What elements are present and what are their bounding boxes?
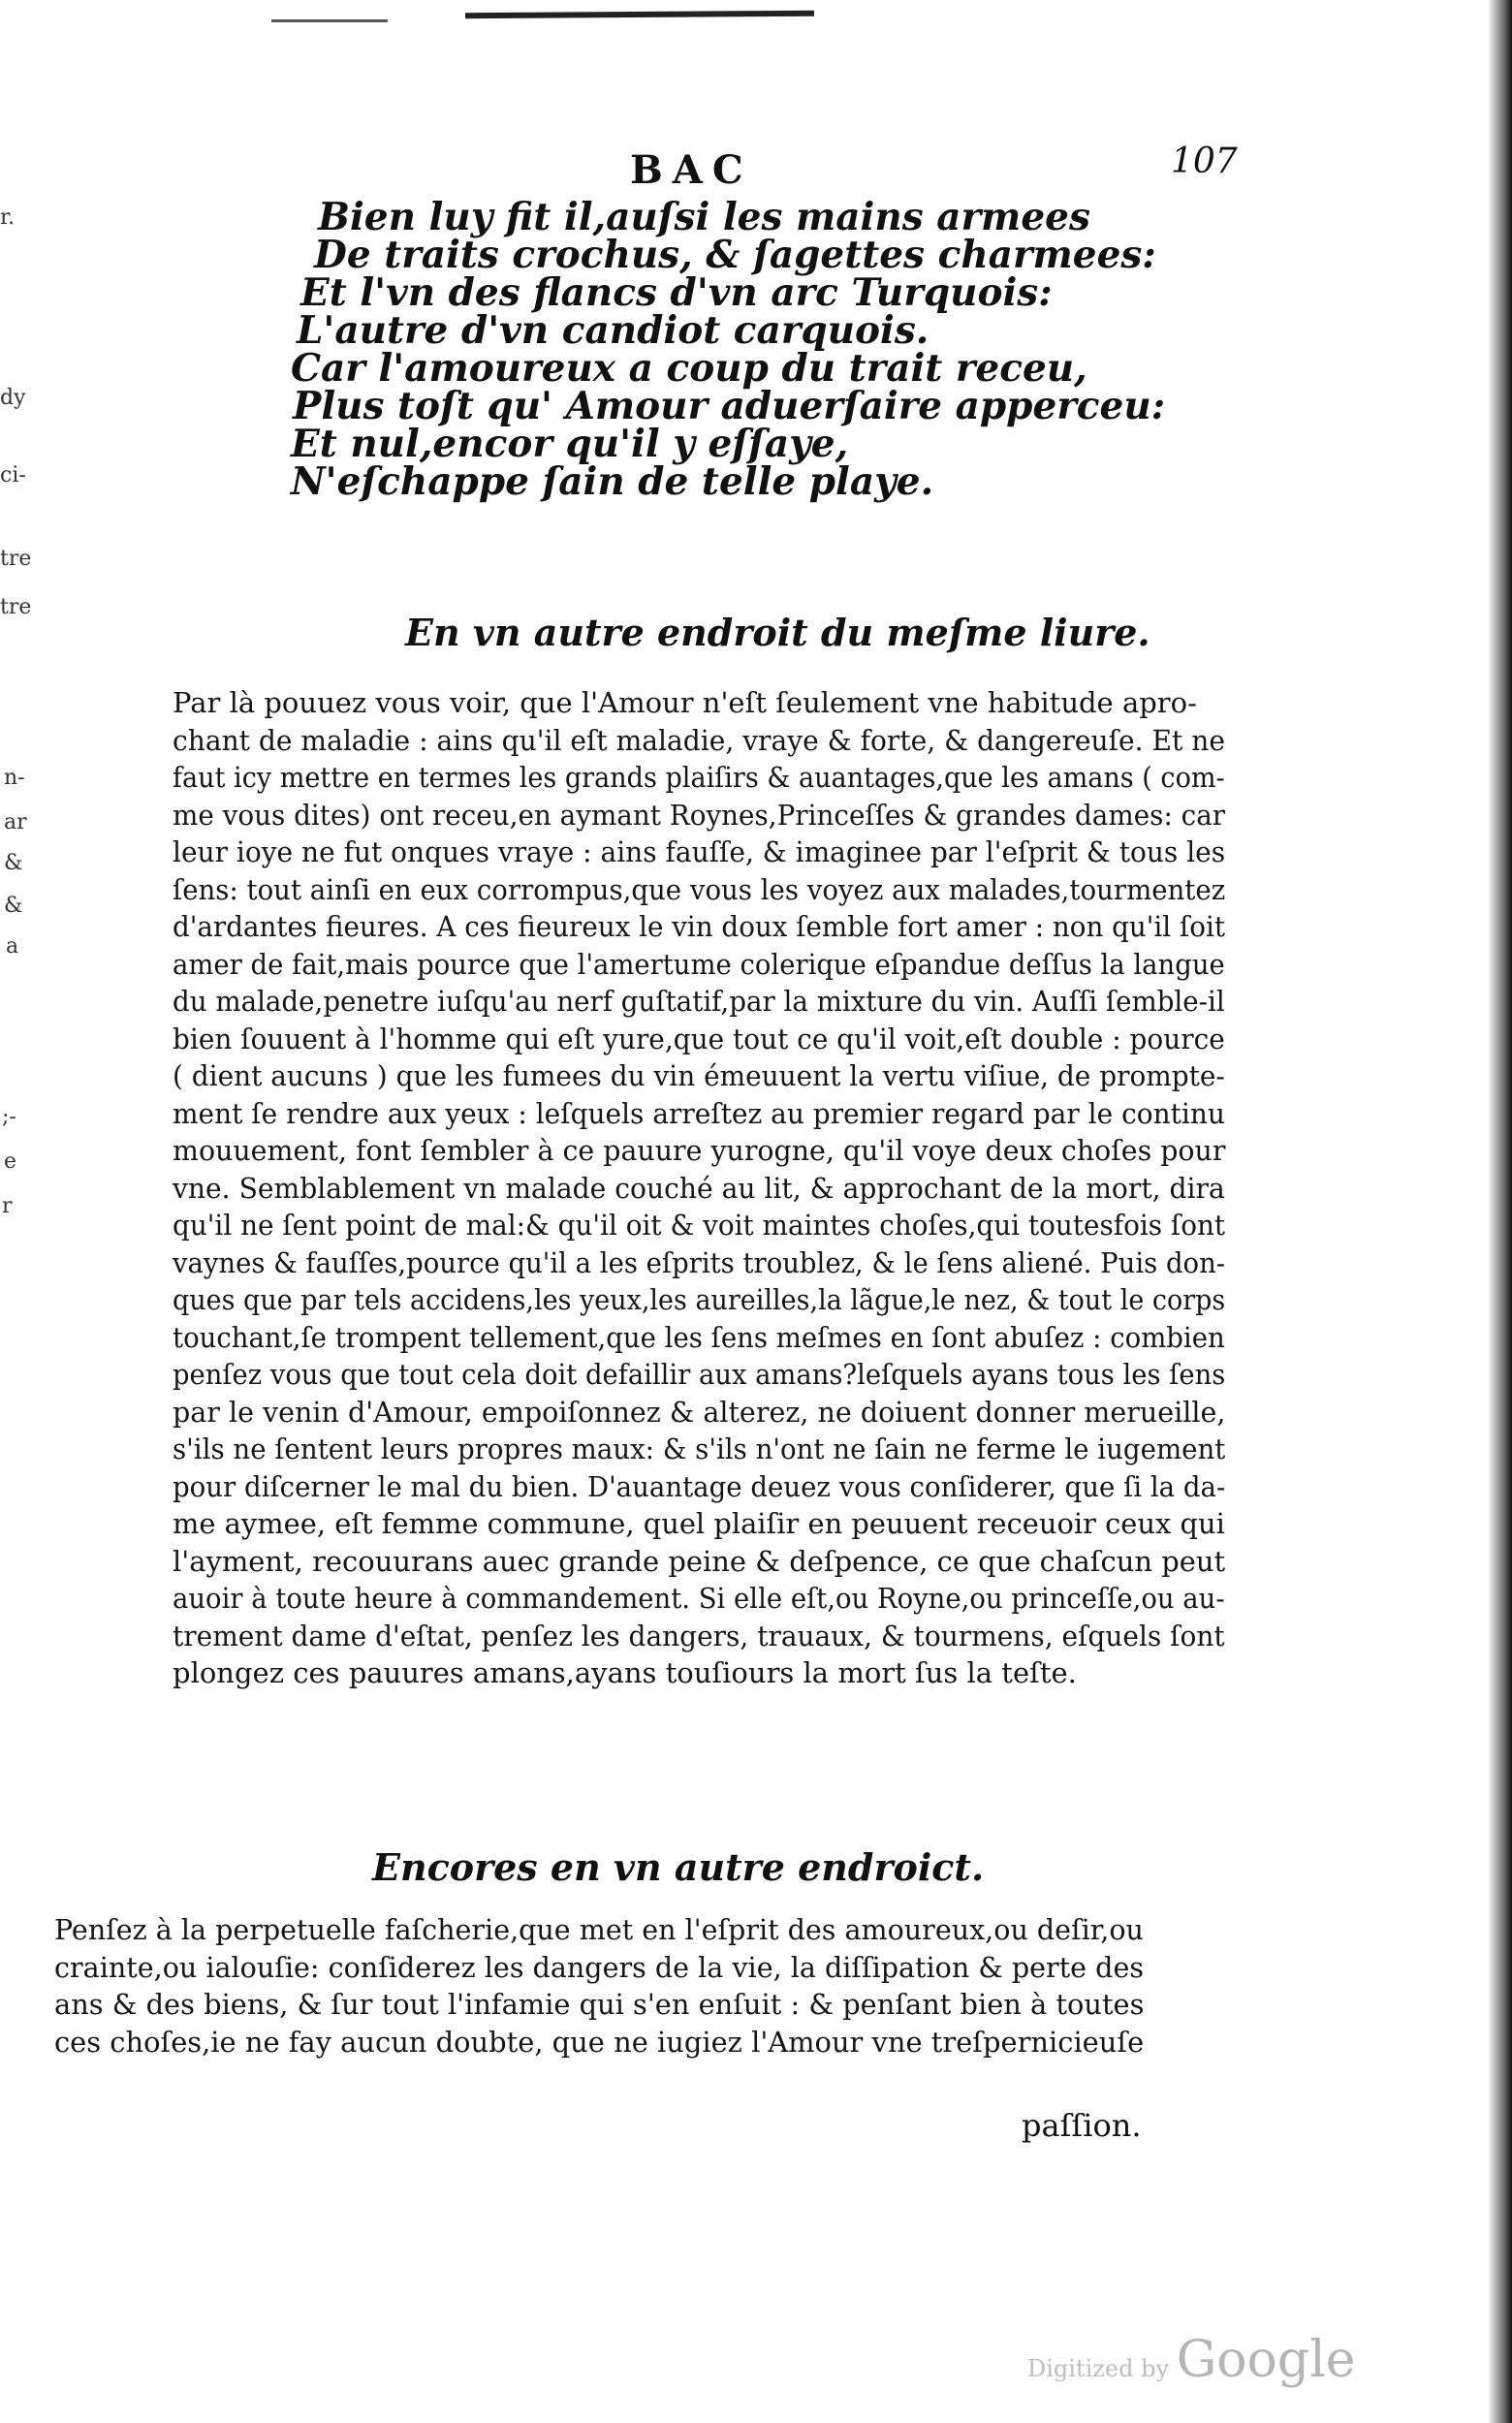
- text-line: chant de maladie : ains qu'il eſt maladie, vraye & forte, & dangereuſe. Et ne: [173, 723, 1225, 757]
- text-line: ques que par tels accidens,les yeux,les aureilles,la lãgue,le nez, & tout le corps: [173, 1283, 1226, 1316]
- margin-fragment: &: [4, 851, 23, 875]
- margin-fragment: a: [6, 934, 19, 959]
- margin-fragment: tre: [0, 595, 32, 619]
- text-line: faut icy mettre en termes les grands plaiſirs & auantages,que les amans ( com-: [173, 761, 1225, 794]
- verse-line: Plus toſt qu' Amour aduerſaire apperceu:: [293, 384, 1166, 428]
- digitized-by-label: Digitized by: [1027, 2355, 1170, 2382]
- margin-fragment: ar: [4, 810, 27, 834]
- margin-fragment: tre: [0, 547, 32, 571]
- google-logo-text: Google: [1176, 2331, 1356, 2389]
- text-line: d'ardantes fieures. A ces fieureux le vin doux ſemble fort amer : non qu'il ſoit: [173, 910, 1225, 943]
- margin-fragment: &: [4, 894, 23, 918]
- text-line: penſez vous que tout cela doit defaillir aux amans?leſquels ayans tous les ſens: [173, 1358, 1226, 1391]
- verse-line: L'autre d'vn candiot carquois.: [297, 308, 929, 353]
- text-line: auoir à toute heure à commandement. Si elle eſt,ou Royne,ou princeſſe,ou au-: [173, 1582, 1225, 1615]
- text-line: me aymee, eſt femme commune, quel plaiſir en peuuent receuoir ceux qui: [173, 1507, 1225, 1540]
- verse-line: Bien luy fit il,auſsi les mains armees: [318, 195, 1090, 239]
- margin-fragment: n-: [4, 766, 25, 790]
- section-heading-2: Encores en vn autre endroict.: [372, 1845, 985, 1889]
- margin-fragment: ci-: [0, 463, 26, 488]
- margin-fragment: r.: [0, 205, 16, 230]
- text-line: ment ſe rendre aux yeux : leſquels arreſtez au premier regard par le continu: [173, 1096, 1225, 1130]
- verse-line: Et l'vn des flancs d'vn arc Turquois:: [300, 270, 1053, 315]
- text-line: s'ils ne ſentent leurs propres maux: & s'ils n'ont ne ſain ne ferme le iugement: [173, 1432, 1226, 1465]
- text-line: ( dient aucuns ) que les fumees du vin émeuuent la vertu viſiue, de prompte-: [173, 1059, 1225, 1092]
- catchword: paſſion.: [1022, 2107, 1142, 2144]
- text-line: Par là pouuez vous voir, que l'Amour n'eſt ſeulement vne habitude apro-: [173, 686, 1197, 719]
- verse-line: Et nul,encor qu'il y eſſaye,: [291, 422, 849, 466]
- text-line: vaynes & fauſſes,pource qu'il a les eſprits troublez, & le ſens aliené. Puis don-: [173, 1245, 1226, 1279]
- text-line: amer de fait,mais pource que l'amertume colerique eſpandue deſſus la langue: [173, 947, 1225, 981]
- paragraph-1: [173, 684, 1225, 1692]
- text-line: Penſez à la perpetuelle faſcherie,que met en l'eſprit des amoureux,ou deſir,ou: [54, 1913, 1144, 1946]
- section-heading-1: En vn autre endroit du meſme liure.: [405, 611, 1150, 654]
- text-line: touchant,ſe trompent tellement,que les ſens meſmes en ſont abuſez : combien: [173, 1320, 1225, 1354]
- margin-fragment: dy: [0, 386, 26, 410]
- text-line: trement dame d'eſtat, penſez les dangers, trauaux, & tourmens, eſquels ſont: [173, 1619, 1225, 1652]
- verse-block: [291, 195, 1166, 504]
- page-number: 107: [1171, 142, 1238, 181]
- text-line: plongez ces pauures amans,ayans touſiours la mort ſus la teſte.: [173, 1656, 1077, 1689]
- text-line: qu'il ne ſent point de mal:& qu'il oit & voit maintes choſes,qui toutesfois ſont: [173, 1209, 1226, 1242]
- paragraph-2: [54, 1911, 1144, 2061]
- scan-right-edge: [1489, 0, 1512, 2423]
- text-line: ces choſes,ie ne fay aucun doubte, que ne iugiez l'Amour vne treſpernicieuſe: [54, 2025, 1145, 2059]
- text-line: me vous dites) ont receu,en aymant Roynes,Princeſſes & grandes dames: car: [173, 798, 1226, 832]
- scan-top-edge: [465, 11, 814, 19]
- text-line: du malade,penetre iuſqu'au nerf guſtatif,par la mixture du vin. Auſſi ſemble-il: [173, 985, 1225, 1018]
- margin-fragment: e: [4, 1149, 17, 1174]
- text-line: ſens: tout ainſi en eux corrompus,que vous les voyez aux malades,tourmentez: [173, 872, 1226, 906]
- text-line: vne. Semblablement vn malade couché au lit, & approchant de la mort, dira: [173, 1171, 1225, 1205]
- text-line: pour diſcerner le mal du bien. D'auantage deuez vous conſiderer, que ſi la da-: [173, 1469, 1226, 1503]
- verse-line: N'eſchappe ſain de telle playe.: [291, 459, 934, 504]
- digitized-watermark: [1027, 2331, 1356, 2389]
- running-head: BAC: [630, 147, 753, 193]
- text-line: bien ſouuent à l'homme qui eſt yure,que tout ce qu'il voit,eſt double : pource: [173, 1022, 1225, 1055]
- text-line: l'ayment, recouurans auec grande peine & deſpence, ce que chaſcun peut: [173, 1544, 1226, 1578]
- verse-line: Car l'amoureux a coup du trait receu,: [291, 346, 1087, 391]
- text-line: leur ioye ne fut onques vraye : ains fauſſe, & imaginee par l'eſprit & tous les: [173, 835, 1226, 868]
- verse-line: De traits crochus, & ſagettes charmees:: [314, 233, 1156, 277]
- text-line: par le venin d'Amour, empoiſonnez & alterez, ne doiuent donner merueille,: [173, 1395, 1226, 1429]
- margin-fragment: ;-: [2, 1105, 16, 1129]
- text-line: ans & des biens, & ſur tout l'infamie qui s'en enſuit : & penſant bien à toutes: [54, 1988, 1145, 2021]
- text-line: crainte,ou ialouſie: conſiderez les dangers de la vie, la diſſipation & perte des: [54, 1950, 1145, 1984]
- margin-fragment: r: [2, 1194, 13, 1218]
- text-line: mouuement, font ſembler à ce pauure yurogne, qu'il voye deux choſes pour: [173, 1134, 1226, 1167]
- scan-top-edge-fragment: [271, 19, 388, 22]
